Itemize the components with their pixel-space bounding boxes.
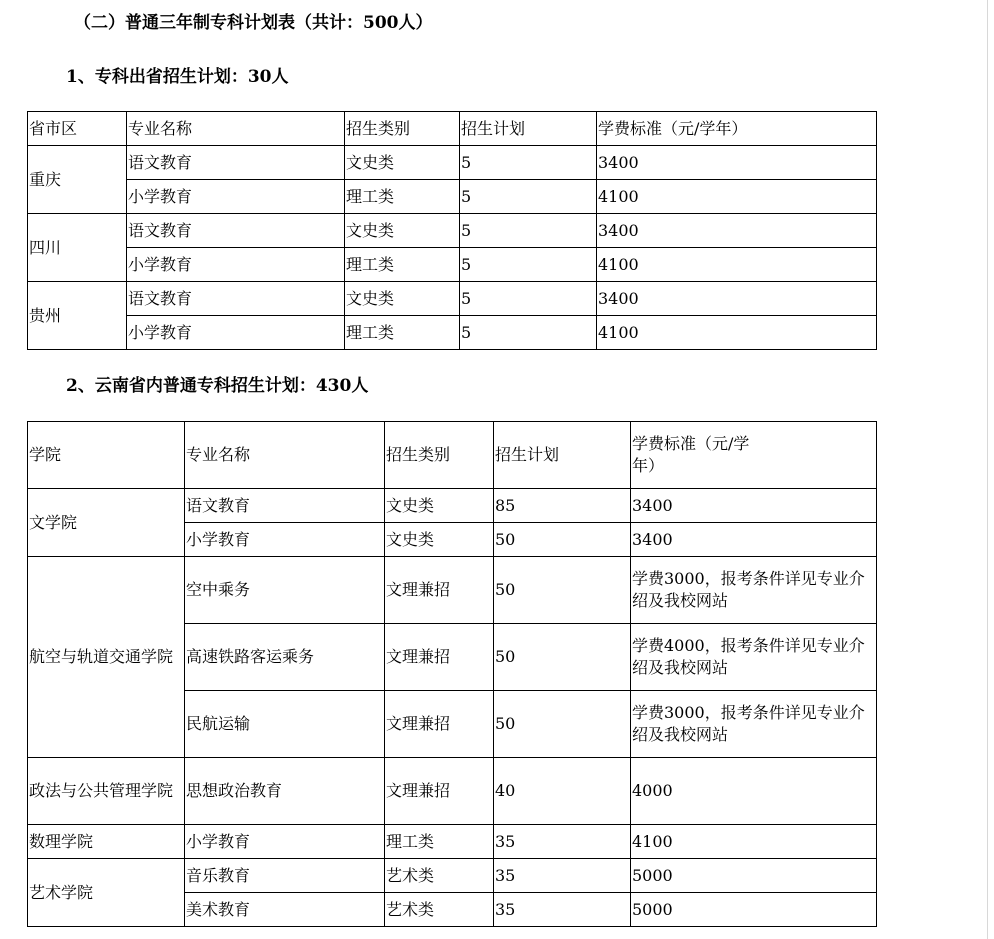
plan-cell: 35	[494, 893, 631, 927]
part1-title: 1、专科出省招生计划：30人	[66, 67, 289, 87]
category-cell: 文史类	[345, 214, 460, 248]
plan-cell: 40	[494, 758, 631, 825]
header-category: 招生类别	[385, 422, 494, 489]
plan-cell: 85	[494, 489, 631, 523]
header-region: 省市区	[28, 112, 127, 146]
header-college: 学院	[28, 422, 185, 489]
section-title: （二）普通三年制专科计划表（共计：500人）	[74, 13, 433, 33]
table-row	[28, 557, 877, 624]
category-cell: 文史类	[385, 523, 494, 557]
category-cell: 文史类	[385, 489, 494, 523]
plan-cell: 5	[460, 248, 597, 282]
header-major: 专业名称	[127, 112, 345, 146]
major-cell: 小学教育	[185, 825, 385, 859]
college-cell: 文学院	[28, 489, 185, 557]
major-cell: 语文教育	[185, 489, 385, 523]
header-major: 专业名称	[185, 422, 385, 489]
fee-cell: 4000	[631, 758, 877, 825]
fee-cell: 5000	[631, 893, 877, 927]
plan-cell: 5	[460, 146, 597, 180]
fee-cell: 学费3000，报考条件详见专业介绍及我校网站	[631, 691, 877, 758]
table-row	[28, 180, 877, 214]
plan-cell: 35	[494, 859, 631, 893]
fee-cell: 4100	[597, 180, 877, 214]
table-row	[28, 146, 877, 180]
fee-cell: 学费3000，报考条件详见专业介绍及我校网站	[631, 557, 877, 624]
fee-cell: 学费4000，报考条件详见专业介绍及我校网站	[631, 624, 877, 691]
fee-cell: 4100	[631, 825, 877, 859]
table-row	[28, 489, 877, 523]
page-edge-divider	[987, 0, 988, 939]
major-cell: 空中乘务	[185, 557, 385, 624]
fee-cell: 3400	[597, 214, 877, 248]
table-row	[28, 282, 877, 316]
major-cell: 高速铁路客运乘务	[185, 624, 385, 691]
plan-cell: 5	[460, 214, 597, 248]
major-cell: 音乐教育	[185, 859, 385, 893]
college-cell: 数理学院	[28, 825, 185, 859]
category-cell: 文史类	[345, 282, 460, 316]
category-cell: 文史类	[345, 146, 460, 180]
plan-cell: 50	[494, 624, 631, 691]
plan-cell: 5	[460, 180, 597, 214]
region-cell: 四川	[28, 214, 127, 282]
category-cell: 文理兼招	[385, 557, 494, 624]
table-header-row	[28, 112, 877, 146]
category-cell: 理工类	[345, 180, 460, 214]
header-fee: 学费标准（元/学年）	[597, 112, 877, 146]
plan-cell: 50	[494, 691, 631, 758]
category-cell: 文理兼招	[385, 624, 494, 691]
plan-cell: 5	[460, 282, 597, 316]
fee-cell: 3400	[597, 282, 877, 316]
header-fee: 学费标准（元/学年）	[631, 422, 877, 489]
plan-cell: 5	[460, 316, 597, 350]
table-row	[28, 214, 877, 248]
plan-cell: 50	[494, 557, 631, 624]
fee-cell: 4100	[597, 316, 877, 350]
major-cell: 小学教育	[127, 248, 345, 282]
major-cell: 小学教育	[185, 523, 385, 557]
major-cell: 小学教育	[127, 180, 345, 214]
major-cell: 思想政治教育	[185, 758, 385, 825]
major-cell: 美术教育	[185, 893, 385, 927]
major-cell: 语文教育	[127, 282, 345, 316]
header-plan: 招生计划	[460, 112, 597, 146]
fee-cell: 3400	[597, 146, 877, 180]
category-cell: 文理兼招	[385, 758, 494, 825]
plan-cell: 35	[494, 825, 631, 859]
in-province-plan-table	[27, 421, 877, 927]
fee-cell: 5000	[631, 859, 877, 893]
part2-title: 2、云南省内普通专科招生计划：430人	[66, 376, 369, 396]
category-cell: 文理兼招	[385, 691, 494, 758]
plan-cell: 50	[494, 523, 631, 557]
category-cell: 艺术类	[385, 859, 494, 893]
table-row	[28, 859, 877, 893]
out-of-province-plan-table	[27, 111, 877, 350]
college-cell: 航空与轨道交通学院	[28, 557, 185, 758]
header-category: 招生类别	[345, 112, 460, 146]
major-cell: 语文教育	[127, 214, 345, 248]
category-cell: 理工类	[345, 316, 460, 350]
header-plan: 招生计划	[494, 422, 631, 489]
table-row	[28, 316, 877, 350]
table-row	[28, 758, 877, 825]
major-cell: 语文教育	[127, 146, 345, 180]
table-row	[28, 825, 877, 859]
table-row	[28, 248, 877, 282]
fee-cell: 3400	[631, 523, 877, 557]
college-cell: 艺术学院	[28, 859, 185, 927]
category-cell: 理工类	[345, 248, 460, 282]
college-cell: 政法与公共管理学院	[28, 758, 185, 825]
region-cell: 贵州	[28, 282, 127, 350]
fee-cell: 3400	[631, 489, 877, 523]
region-cell: 重庆	[28, 146, 127, 214]
category-cell: 艺术类	[385, 893, 494, 927]
category-cell: 理工类	[385, 825, 494, 859]
fee-cell: 4100	[597, 248, 877, 282]
table-header-row	[28, 422, 877, 489]
major-cell: 民航运输	[185, 691, 385, 758]
major-cell: 小学教育	[127, 316, 345, 350]
